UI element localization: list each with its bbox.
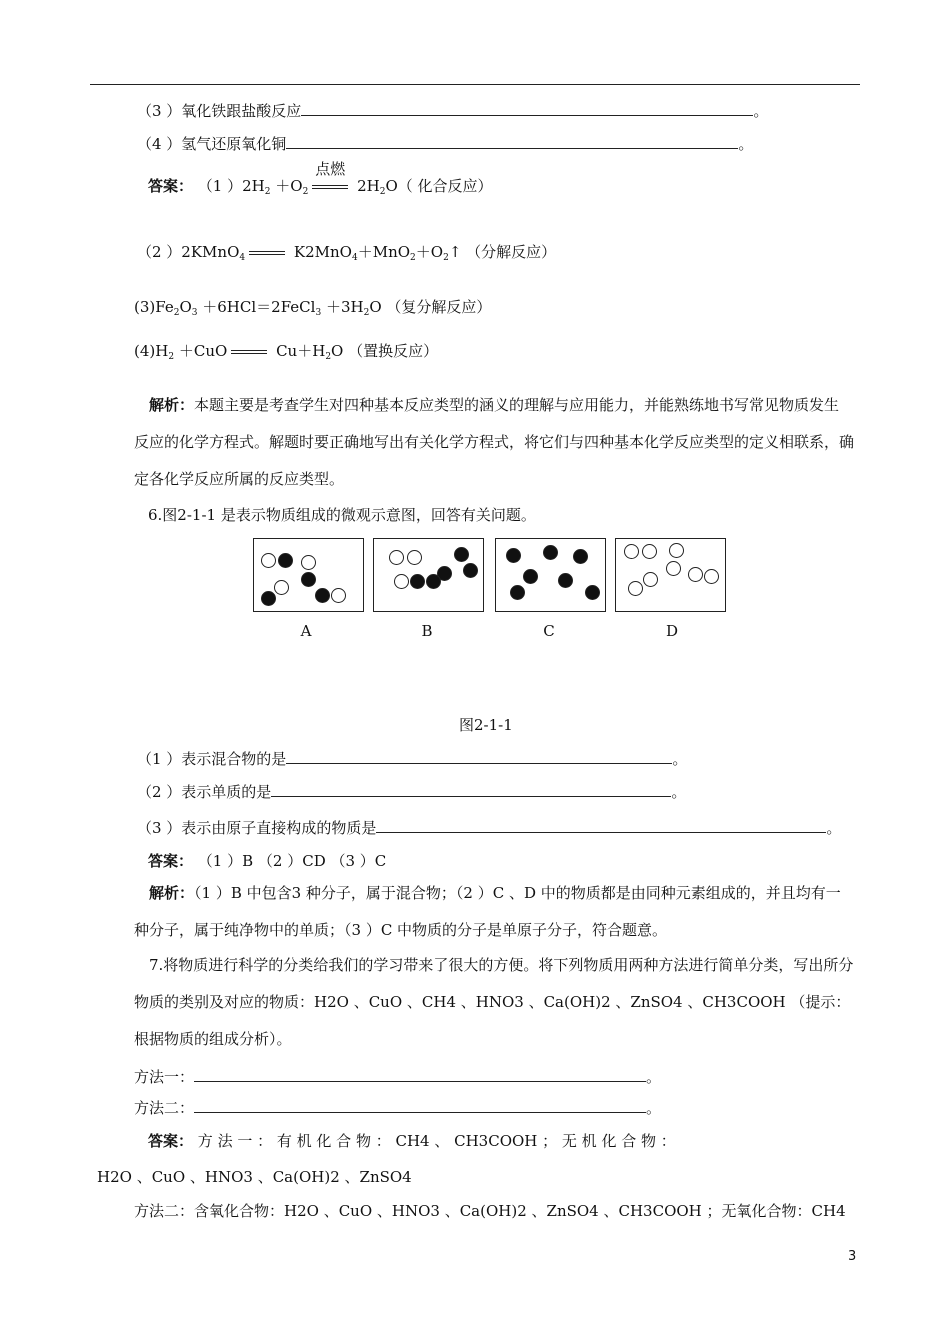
ans2-pre: （2 ）2KMnO bbox=[137, 243, 240, 261]
atom-black bbox=[463, 563, 478, 578]
atom-white bbox=[331, 588, 346, 603]
q6-analysis-paragraph bbox=[134, 875, 854, 949]
subscript: 2 bbox=[302, 187, 309, 197]
q7-method1-blank[interactable] bbox=[194, 1067, 646, 1082]
ans4-mid: ＋CuO bbox=[174, 342, 228, 360]
panel-d bbox=[615, 538, 726, 612]
condition-heat bbox=[249, 243, 285, 263]
q7-method2-blank[interactable] bbox=[194, 1098, 646, 1113]
figure-label-c: C bbox=[543, 622, 555, 640]
ans3-e: O （复分解反应） bbox=[369, 298, 492, 316]
q6-3-blank[interactable] bbox=[376, 818, 826, 833]
atom-white bbox=[301, 555, 316, 570]
subscript: 2 bbox=[173, 308, 180, 318]
atom-black bbox=[410, 574, 425, 589]
period: 。 bbox=[646, 1068, 662, 1086]
q6-2-blank[interactable] bbox=[271, 782, 671, 797]
ans3-b: O bbox=[179, 298, 192, 316]
answer-1-line bbox=[148, 160, 493, 197]
answer-label: 答案： bbox=[148, 1132, 194, 1150]
ans3-d: ＋3H bbox=[321, 298, 364, 316]
subscript: 2 bbox=[264, 187, 271, 197]
atom-white bbox=[642, 544, 657, 559]
q6-title: 6.图2-1-1 是表示物质组成的微观示意图，回答有关问题。 bbox=[148, 506, 536, 524]
atom-white bbox=[688, 567, 703, 582]
atom-white bbox=[666, 561, 681, 576]
figure-caption: 图2-1-1 bbox=[459, 716, 513, 734]
atom-black bbox=[523, 569, 538, 584]
subscript: 2 bbox=[410, 253, 416, 263]
period: 。 bbox=[826, 819, 842, 837]
ans3-a: (3)Fe bbox=[134, 298, 174, 316]
condition-label: 点燃 bbox=[315, 160, 346, 178]
analysis-label: 解析： bbox=[149, 884, 195, 902]
atom-black bbox=[315, 588, 330, 603]
q3-prompt: （3 ）氧化铁跟盐酸反应 bbox=[137, 102, 302, 120]
ans4-post: Cu＋H bbox=[276, 342, 326, 360]
subscript: 2 bbox=[379, 187, 386, 197]
atom-black bbox=[301, 572, 316, 587]
subscript: 4 bbox=[351, 253, 358, 263]
q7-answer-part2: H2O 、CuO 、HNO3 、Ca(OH)2 、ZnSO4 bbox=[97, 1168, 412, 1186]
q6-analysis-text: （1 ）B 中包含3 种分子，属于混合物；（2 ）C 、D 中的物质都是由同种元素组成的，并且均有一种分子，属于纯净物中的单质；（3 ）C 中物质的分子是单原子分子，符合题意。 bbox=[134, 884, 841, 939]
q6-1-prompt: （1 ）表示混合物的是 bbox=[137, 750, 287, 768]
ans4-pre: (4)H bbox=[134, 342, 169, 360]
atom-white bbox=[389, 550, 404, 565]
atom-black bbox=[543, 545, 558, 560]
analysis-paragraph bbox=[134, 387, 854, 498]
panel-a bbox=[253, 538, 364, 612]
q7-method2-line bbox=[134, 1098, 661, 1118]
ans2-end: ↑ （分解反应） bbox=[448, 243, 557, 261]
subscript: 2 bbox=[168, 352, 175, 362]
q4-line bbox=[137, 134, 753, 154]
q6-3-prompt: （3 ）表示由原子直接构成的物质是 bbox=[137, 819, 377, 837]
ans1-post: 2H bbox=[357, 177, 380, 195]
subscript: 3 bbox=[315, 308, 322, 318]
q7-answer-method2: 方法二：含氧化合物：H2O 、CuO 、HNO3 、Ca(OH)2 、ZnSO4 、CH3COOH ；无氧化合物：CH4 bbox=[134, 1202, 846, 1220]
atom-black bbox=[278, 553, 293, 568]
atom-black bbox=[506, 548, 521, 563]
answer-4-line bbox=[134, 341, 438, 362]
atom-black bbox=[558, 573, 573, 588]
answer-2-line bbox=[137, 242, 556, 263]
ans1-tail: O（ 化合反应） bbox=[385, 177, 493, 195]
atom-black bbox=[261, 591, 276, 606]
panel-c bbox=[495, 538, 606, 612]
ans1-mid: ＋O bbox=[275, 177, 303, 195]
atom-white bbox=[394, 574, 409, 589]
subscript: 2 bbox=[363, 308, 370, 318]
q6-1-line bbox=[137, 749, 687, 769]
atom-white bbox=[643, 572, 658, 587]
answer-label: 答案： bbox=[148, 852, 194, 870]
subscript: 4 bbox=[239, 253, 246, 263]
atom-white bbox=[704, 569, 719, 584]
atom-white bbox=[407, 550, 422, 565]
condition-heat bbox=[231, 342, 267, 362]
q7-method1-line bbox=[134, 1067, 661, 1087]
ans3-c: ＋6HCl＝2FeCl bbox=[197, 298, 316, 316]
ans2-tail: ＋O bbox=[415, 243, 444, 261]
q4-blank[interactable] bbox=[286, 134, 738, 149]
figure-label-d: D bbox=[665, 622, 679, 640]
ans1-pre: （1 ）2H bbox=[197, 177, 265, 195]
q7-method2-label: 方法二： bbox=[134, 1099, 195, 1117]
q6-1-blank[interactable] bbox=[286, 749, 672, 764]
q3-blank[interactable] bbox=[301, 101, 753, 116]
atom-white bbox=[261, 553, 276, 568]
atom-black bbox=[426, 574, 441, 589]
atom-white bbox=[628, 581, 643, 596]
q7-method1-label: 方法一： bbox=[134, 1068, 195, 1086]
atom-black bbox=[510, 585, 525, 600]
q6-3-line bbox=[137, 818, 841, 838]
atom-white bbox=[669, 543, 684, 558]
subscript: 2 bbox=[443, 253, 449, 263]
period: 。 bbox=[671, 783, 687, 801]
atom-white bbox=[624, 544, 639, 559]
analysis-text: 本题主要是考查学生对四种基本反应类型的涵义的理解与应用能力，并能熟练地书写常见物质发生反应的化学方程式。解题时要正确地写出有关化学方程式，将它们与四种基本化学反应类型的定义相联系，确定各化学反应所属的反应类型。 bbox=[134, 396, 855, 488]
q6-answer-line bbox=[148, 851, 386, 871]
page-number: 3 bbox=[848, 1249, 857, 1264]
period: 。 bbox=[672, 750, 688, 768]
atom-black bbox=[585, 585, 600, 600]
condition-burn bbox=[312, 160, 348, 197]
q7-question: 7.将物质进行科学的分类给我们的学习带来了很大的方便。将下列物质用两种方法进行简单分类，写出所分物质的类别及对应的物质：H2O 、CuO 、CH4 、HNO3 、Ca(OH)2 、ZnSO4 、CH3COOH （提示：根据物质的组成分析）。 bbox=[134, 956, 854, 1048]
figure-2-1-1 bbox=[253, 538, 728, 612]
period: 。 bbox=[738, 135, 754, 153]
ans4-tail: O （置换反应） bbox=[331, 342, 439, 360]
q4-prompt: （4 ）氢气还原氧化铜 bbox=[137, 135, 287, 153]
answer-label: 答案： bbox=[148, 177, 194, 195]
panel-b bbox=[373, 538, 484, 612]
q6-answer: （1 ）B （2 ）CD （3 ）C bbox=[197, 852, 387, 870]
atom-black bbox=[454, 547, 469, 562]
atom-white bbox=[274, 580, 289, 595]
ans2-mid: ＋MnO bbox=[357, 243, 411, 261]
subscript: 2 bbox=[325, 352, 332, 362]
figure-label-b: B bbox=[421, 622, 433, 640]
q7-answer-part1: 方 法 一 ： 有 机 化 合 物 ： CH4 、 CH3COOH ； 无 机 化 合 物 ： bbox=[197, 1132, 676, 1150]
answer-3-line bbox=[134, 297, 491, 317]
ans2-post: K2MnO bbox=[293, 243, 352, 261]
q7-answer-line1 bbox=[148, 1131, 848, 1151]
period: 。 bbox=[646, 1099, 662, 1117]
header-rule bbox=[90, 84, 860, 85]
period: 。 bbox=[753, 102, 769, 120]
analysis-label: 解析： bbox=[149, 396, 195, 414]
q3-line bbox=[137, 101, 768, 121]
q6-2-prompt: （2 ）表示单质的是 bbox=[137, 783, 272, 801]
atom-black bbox=[573, 549, 588, 564]
q6-2-line bbox=[137, 782, 686, 802]
subscript: 3 bbox=[191, 308, 198, 318]
figure-label-a: A bbox=[300, 622, 312, 640]
